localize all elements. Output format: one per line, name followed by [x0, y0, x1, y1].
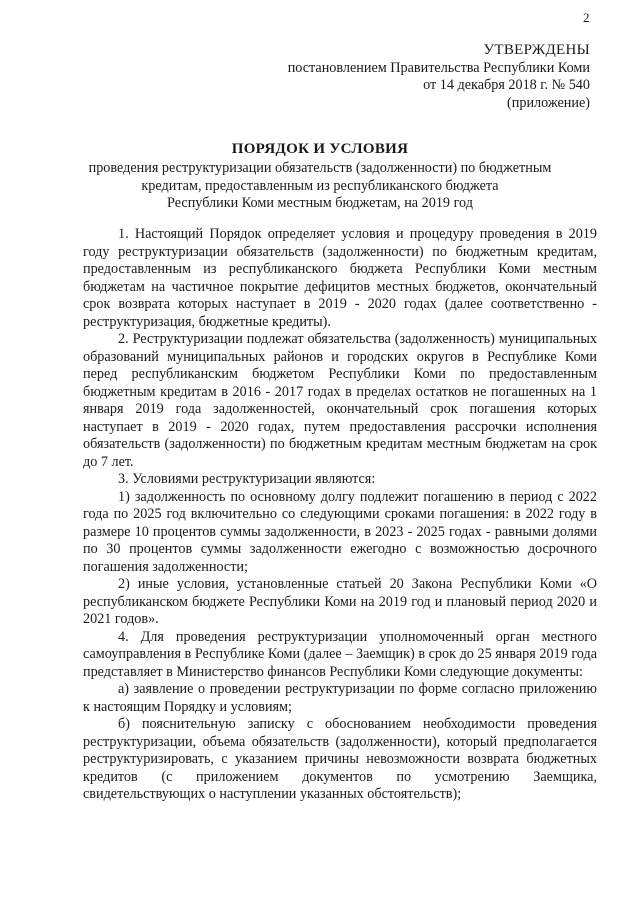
subtitle-line: проведения реструктуризации обязательств (задолженности) по бюджетным — [88, 160, 552, 176]
paragraph-4-b: б) пояснительную записку с обоснованием необходимости проведения реструктуризации, объема обязательств (задолженности), который предполагается реструктуризировать, с указанием причины невозможности возврата бюджетных кредитов (с приложением документов по усмотрению Заемщика, свидетельствующих о наступлении указанных обстоятельств); — [83, 716, 597, 802]
paragraph-2: 2. Реструктуризации подлежат обязательства (задолженность) муниципальных образований муниципальных районов и городских округов в Республике Коми перед республиканским бюджетом Республики Коми по предоставленным бюджетным кредитам в 2016 - 2017 годах в пределах остатков не погашенных на 1 января 2019 года задолженностей, окончательный срок погашения которых наступает в 2019 - 2020 годах, путем предоставления рассрочки исполнения обязательств (задолженности) по бюджетным кредитам местным бюджетам на срок до 7 лет. — [83, 331, 597, 470]
paragraph-3-1: 1) задолженность по основному долгу подлежит погашению в период с 2022 года по 2025 год включительно со следующими сроками погашения: в 2022 году в размере 10 процентов суммы задолженности, в 2023 - 2025 годах - равными долями по 30 процентов суммы задолженности ежегодно с возможностью досрочного погашения задолженности; — [83, 488, 597, 575]
paragraph-4: 4. Для проведения реструктуризации уполномоченный орган местного самоуправления в Республике Коми (далее – Заемщик) в срок до 25 января 2019 года представляет в Министерство финансов Республики Коми следующие документы: — [83, 628, 597, 680]
subtitle-line: Республики Коми местным бюджетам, на 2019 год — [167, 195, 473, 211]
document-subtitle — [0, 160, 640, 213]
subtitle-line: кредитам, предоставленным из республиканского бюджета — [141, 177, 499, 194]
document-title: ПОРЯДОК И УСЛОВИЯ — [231, 141, 409, 157]
paragraph-1: 1. Настоящий Порядок определяет условия и процедуру проведения в 2019 году реструктуризации обязательств (задолженности) по бюджетным кредитам, предоставленным из республиканского бюджета Республики Коми местным бюджетам на частичное покрытие дефицитов местных бюджетов, окончательный срок возврата которых наступает в 2019 - 2020 годах (далее соответственно - реструктуризация, бюджетные кредиты). — [83, 226, 597, 330]
paragraph-3: 3. Условиями реструктуризации являются: — [118, 471, 376, 487]
document-body — [83, 226, 597, 804]
approval-block — [288, 42, 590, 112]
paragraph-3-2: 2) иные условия, установленные статьей 20 Закона Республики Коми «О республиканском бюджете Республики Коми на 2019 год и плановый период 2020 и 2021 годов». — [83, 576, 597, 627]
page-number: 2 — [583, 10, 590, 25]
approval-line: постановлением Правительства Республики Коми — [287, 59, 590, 76]
approval-line: от 14 декабря 2018 г. № 540 — [423, 77, 590, 93]
approval-title: УТВЕРЖДЕНЫ — [483, 42, 590, 58]
paragraph-4-a: а) заявление о проведении реструктуризации по форме согласно приложению к настоящим Порядку и условиям; — [83, 681, 597, 715]
approval-line: (приложение) — [507, 94, 590, 111]
